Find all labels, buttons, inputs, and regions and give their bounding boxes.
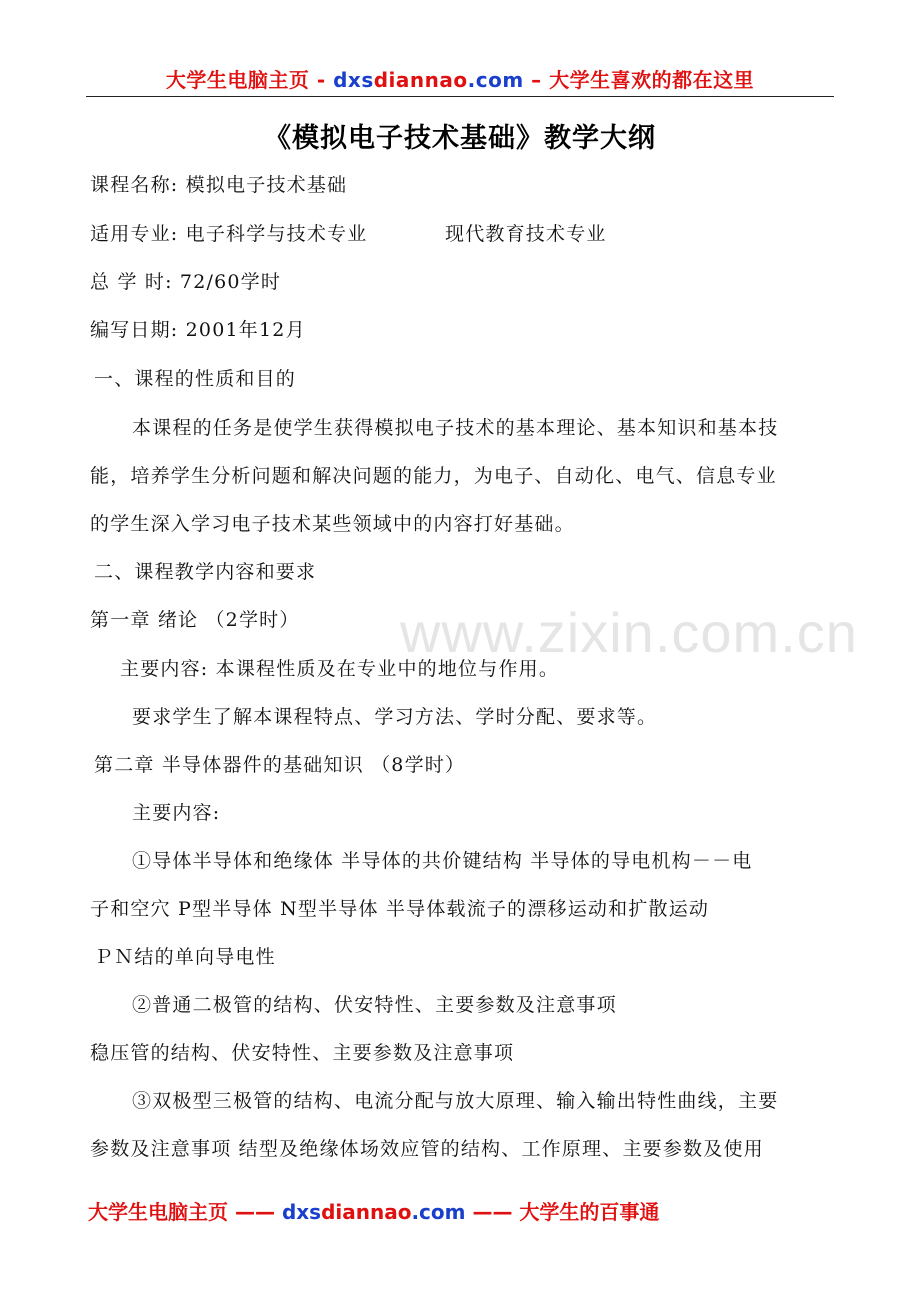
section-1-para-line: 的学生深入学习电子技术某些领域中的内容打好基础。 — [90, 513, 575, 535]
chapter-2-item-line: 子和空穴 P型半导体 N型半导体 半导体载流子的漂移运动和扩散运动 — [90, 898, 710, 920]
section-1-para-line: 能，培养学生分析问题和解决问题的能力，为电子、自动化、电气、信息专业 — [90, 465, 777, 487]
chapter-1-requirement: 要求学生了解本课程特点、学习方法、学时分配、要求等。 — [132, 706, 658, 728]
footer-site-name: 大学生电脑主页 —— — [88, 1200, 282, 1224]
header-url-dotcom[interactable]: .com — [467, 68, 524, 92]
footer-slogan: —— 大学生的百事通 — [465, 1200, 660, 1224]
applicable-major-2: 现代教育技术专业 — [445, 223, 607, 245]
chapter-2-item-line: ②普通二极管的结构、伏安特性、主要参数及注意事项 — [132, 994, 617, 1016]
page-footer — [88, 1196, 659, 1225]
header-site-name: 大学生电脑主页 - — [165, 68, 334, 92]
compile-date: 编写日期: 2001年12月 — [90, 319, 306, 341]
footer-url-dxs[interactable]: dxs — [281, 1200, 322, 1224]
chapter-1-content: 主要内容: 本课程性质及在专业中的地位与作用。 — [120, 658, 560, 680]
chapter-1-title: 第一章 绪论 （2学时） — [90, 609, 300, 631]
chapter-2-item-line: 参数及注意事项 结型及绝缘体场效应管的结构、工作原理、主要参数及使用 — [90, 1138, 764, 1160]
chapter-2-item-line: ＰＮ结的单向导电性 — [94, 946, 276, 968]
section-2-heading: 二、课程教学内容和要求 — [94, 561, 317, 583]
applicable-major: 适用专业: 电子科学与技术专业 — [90, 223, 368, 245]
footer-url-dotcom[interactable]: .com — [411, 1200, 466, 1224]
header-slogan: – 大学生喜欢的都在这里 — [523, 68, 755, 92]
page-header — [0, 64, 920, 93]
chapter-2-item-line: ③双极型三极管的结构、电流分配与放大原理、输入输出特性曲线，主要 — [132, 1090, 779, 1112]
section-1-heading: 一、课程的性质和目的 — [94, 368, 297, 390]
chapter-2-item-line: 稳压管的结构、伏安特性、主要参数及注意事项 — [90, 1042, 515, 1064]
chapter-2-item-line: ①导体半导体和绝缘体 半导体的共价键结构 半导体的导电机构－－电 — [132, 850, 753, 872]
document-title: 《模拟电子技术基础》教学大纲 — [264, 123, 656, 154]
header-url-diannao[interactable]: diannao — [373, 68, 468, 92]
header-url-dxs[interactable]: dxs — [333, 68, 374, 92]
footer-url-diannao[interactable]: diannao — [321, 1200, 412, 1224]
chapter-2-title: 第二章 半导体器件的基础知识 （8学时） — [94, 754, 466, 776]
header-divider — [86, 96, 834, 97]
watermark: www.zixin.com.cn — [400, 601, 858, 664]
section-1-para-line: 本课程的任务是使学生获得模拟电子技术的基本理论、基本知识和基本技 — [132, 417, 779, 439]
total-hours: 总 学 时: 72/60学时 — [90, 271, 282, 293]
course-name: 课程名称: 模拟电子技术基础 — [90, 174, 348, 196]
chapter-2-content-label: 主要内容: — [132, 802, 221, 824]
